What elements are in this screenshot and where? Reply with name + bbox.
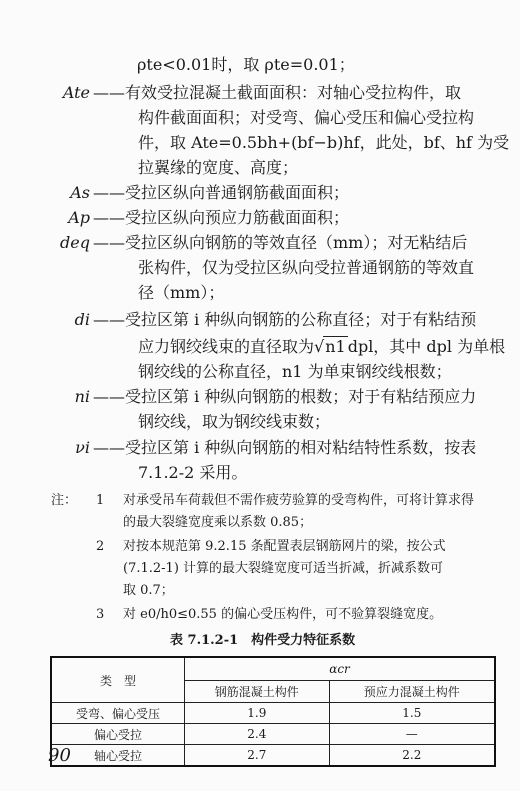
table-row <box>51 745 495 767</box>
di-def-line-3: 钢绞线的公称直径，n1 为单束钢绞线根数； <box>138 362 452 381</box>
note-2-line-c: 取 0.7； <box>123 583 174 598</box>
note-1-number: 1 <box>96 493 105 508</box>
ni-def-line-2: 钢绞线，取为钢绞线束数； <box>138 412 331 431</box>
row-pc-value: 2.2 <box>329 745 495 767</box>
note-1-line-a: 对承受吊车荷载但不需作疲劳验算的受弯构件，可将计算求得 <box>123 493 475 508</box>
note-3-line-a: 对 e0/h0≤0.55 的偏心受压构件，可不验算裂缝宽度。 <box>123 607 443 622</box>
deq-def-line-2: 张构件，仅为受拉区纵向受拉普通钢筋的等效直 <box>138 258 475 277</box>
note-2-line-b: (7.1.2-1) 计算的最大裂缝宽度可适当折减，折减系数可 <box>123 561 444 576</box>
page-number: 90 <box>48 745 71 766</box>
ap-def-line: ——受拉区纵向预应力筋截面面积； <box>93 208 350 227</box>
symbol-vi: νi <box>75 438 90 457</box>
table-title: 表 7.1.2-1 构件受力特征系数 <box>170 633 356 648</box>
symbol-ap: Ap <box>68 208 90 227</box>
di-def-line-1: ——受拉区第 i 种纵向钢筋的公称直径；对于有粘结预 <box>93 310 477 329</box>
row-rc-value: 2.7 <box>185 745 330 767</box>
ate-def-line-4: 拉翼缘的宽度、高度； <box>138 158 299 177</box>
note-2-number: 2 <box>96 539 105 554</box>
coefficient-table <box>50 656 496 767</box>
row-rc-value: 1.9 <box>185 703 330 724</box>
row-type: 轴心受拉 <box>51 745 185 767</box>
rho-condition-line: ρte<0.01时，取 ρte=0.01； <box>137 55 355 74</box>
vi-def-line-2: 7.1.2-2 采用。 <box>138 463 248 482</box>
deq-def-line-3: 径（mm）； <box>138 283 225 302</box>
as-def-line: ——受拉区纵向普通钢筋截面面积； <box>93 183 350 202</box>
symbol-di: di <box>74 310 90 329</box>
table-row <box>51 703 495 724</box>
symbol-as: As <box>70 183 90 202</box>
vi-def-line-1: ——受拉区第 i 种纵向钢筋的相对粘结特性系数，按表 <box>93 438 477 457</box>
symbol-ate: Ate <box>62 83 90 102</box>
table-row <box>51 724 495 745</box>
note-1-line-b: 的最大裂缝宽度乘以系数 0.85； <box>123 515 313 530</box>
sqrt-icon: √ <box>314 337 325 356</box>
notes-label: 注： <box>51 493 78 508</box>
ni-def-line-1: ——受拉区第 i 种纵向钢筋的根数；对于有粘结预应力 <box>93 387 477 406</box>
row-pc-value: 1.5 <box>329 703 495 724</box>
header-alpha: αcr <box>185 657 496 680</box>
deq-def-line-1: ——受拉区纵向钢筋的等效直径（mm）；对无粘结后 <box>93 233 468 252</box>
header-pc: 预应力混凝土构件 <box>329 680 495 702</box>
note-3-number: 3 <box>96 607 105 622</box>
table-header-row <box>51 657 495 680</box>
header-type: 类 型 <box>51 657 185 703</box>
ate-def-line-3: 件，取 Ate=0.5bh+(bf−b)hf，此处，bf、hf 为受 <box>138 133 510 152</box>
symbol-ni: ni <box>74 387 90 406</box>
row-type: 偏心受拉 <box>51 724 185 745</box>
note-2-line-a: 对按本规范第 9.2.15 条配置表层钢筋网片的梁，按公式 <box>123 539 446 554</box>
ate-def-line-1: ——有效受拉混凝土截面面积：对轴心受拉构件，取 <box>93 83 462 102</box>
di-line-2-text-a: 应力钢绞线束的直径取为 <box>138 337 315 356</box>
row-pc-value: — <box>329 724 495 745</box>
header-rc: 钢筋混凝土构件 <box>185 680 330 702</box>
di-def-line-2 <box>138 336 505 357</box>
row-rc-value: 2.4 <box>185 724 330 745</box>
row-type: 受弯、偏心受压 <box>51 703 185 724</box>
di-line-2-text-c: dpl，其中 dpl 为单根 <box>347 337 506 356</box>
symbol-deq: deq <box>60 233 90 252</box>
sqrt-radicand: n1 <box>325 337 346 356</box>
ate-def-line-2: 构件截面面积；对受弯、偏心受压和偏心受拉构 <box>138 108 475 127</box>
